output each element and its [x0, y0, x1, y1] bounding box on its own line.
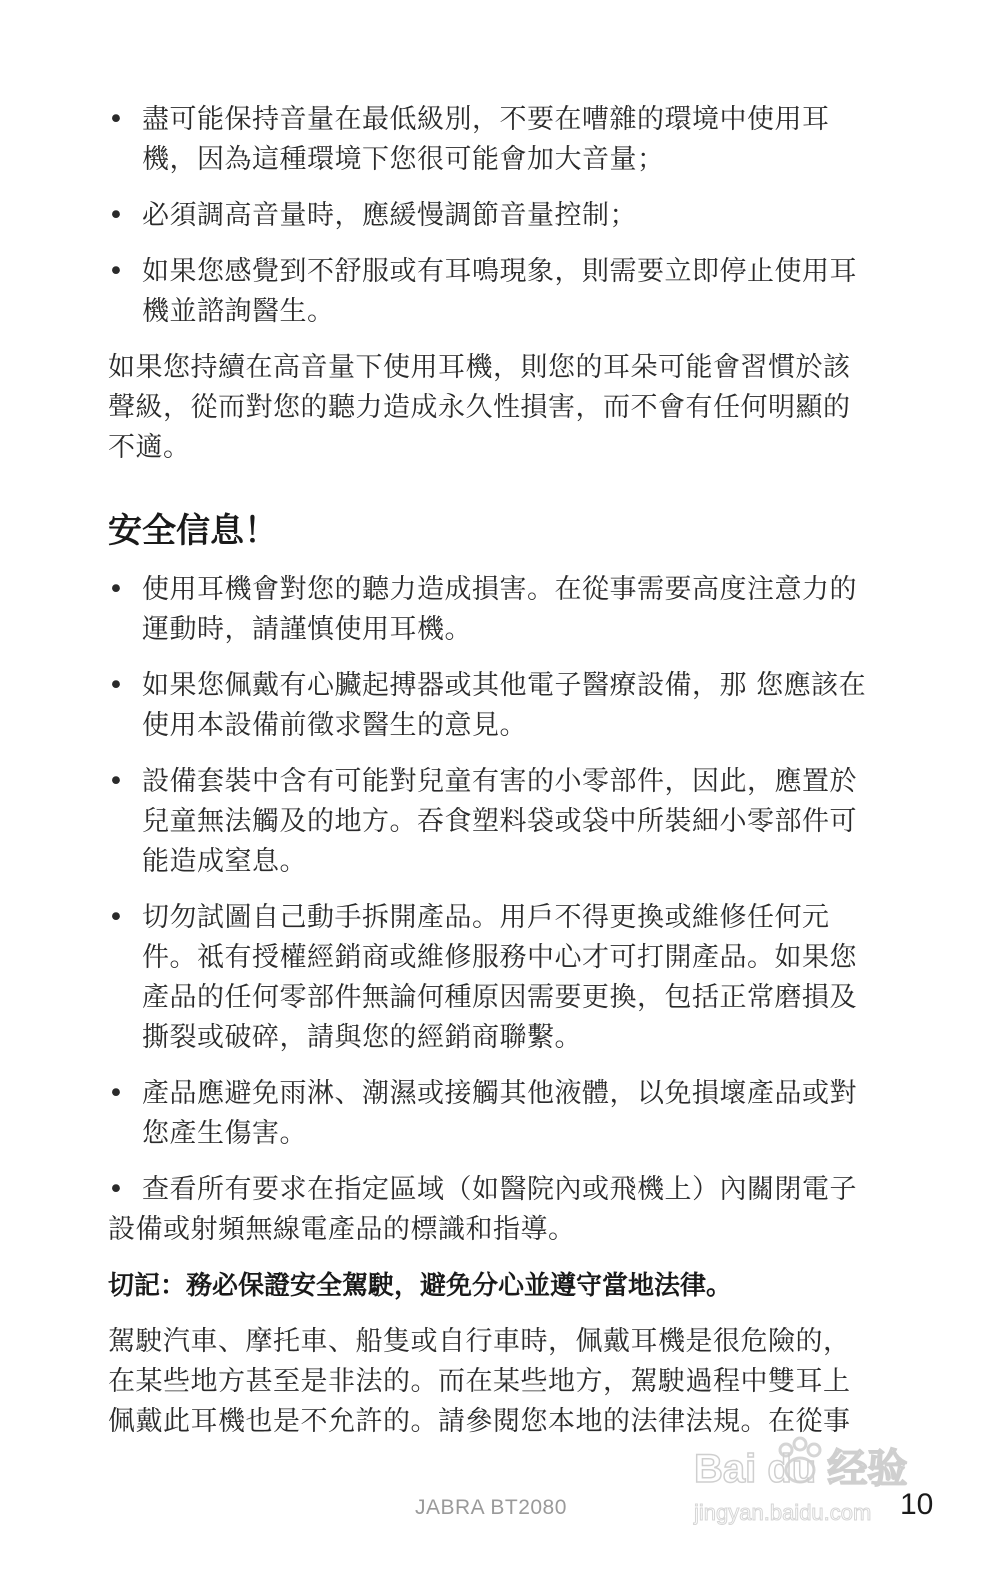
bullet-marker: • — [108, 574, 125, 605]
document-page — [108, 100, 870, 1458]
bullet-marker: • — [108, 1174, 125, 1205]
list-item — [108, 100, 870, 180]
inline-list-item — [108, 1170, 870, 1250]
bullet-marker: • — [108, 766, 125, 797]
list-item — [108, 252, 870, 332]
bullet-marker: • — [108, 670, 125, 701]
list-item-text: 如果您感覺到不舒服或有耳鳴現象，則需要立即停止使用耳機並諮詢醫生。 — [142, 256, 857, 327]
list-item-text: 產品應避免雨淋、潮濕或接觸其他液體，以免損壞產品或對您產生傷害。 — [142, 1078, 857, 1149]
list-item — [108, 1074, 870, 1154]
page-number: 10 — [900, 1488, 934, 1521]
bullet-marker: • — [108, 1078, 125, 1109]
baidu-watermark-logo — [690, 1420, 920, 1530]
list-item-text: 使用耳機會對您的聽力造成損害。在從事需要高度注意力的運動時，請謹慎使用耳機。 — [142, 574, 857, 645]
bullet-marker: • — [108, 104, 125, 135]
driving-note: 切記：務必保證安全駕駛，避免分心並遵守當地法律。 — [108, 1271, 733, 1301]
list-item-text: 如果您佩戴有心臟起搏器或其他電子醫療設備，那 您應該在使用本設備前徵求醫生的意見。 — [142, 670, 867, 741]
footer-product-name: JABRA BT2080 — [415, 1496, 567, 1519]
bullet-marker: • — [108, 902, 125, 933]
list-item — [108, 898, 870, 1058]
hearing-paragraph: 如果您持續在高音量下使用耳機，則您的耳朵可能會習慣於該聲級，從而對您的聽力造成永久性損害，而不會有任何明顯的不適。 — [108, 352, 851, 463]
watermark-url: jingyan.baidu.com — [694, 1500, 872, 1525]
section-heading: 安全信息！ — [108, 511, 278, 551]
list-item-text: 設備套裝中含有可能對兒童有害的小零部件，因此，應置於兒童無法觸及的地方。吞食塑料袋或袋中所裝細小零部件可能造成窒息。 — [142, 766, 857, 877]
bullet-marker: • — [108, 200, 125, 231]
driving-paragraph: 駕駛汽車、摩托車、船隻或自行車時，佩戴耳機是很危險的，在某些地方甚至是非法的。而在某些地方，駕駛過程中雙耳上佩戴此耳機也是不允許的。請參閱您本地的法律法規。在從事 — [108, 1326, 851, 1437]
list-item — [108, 196, 870, 236]
list-item — [108, 762, 870, 882]
list-item — [108, 570, 870, 650]
bullet-marker: • — [108, 256, 125, 287]
list-item-text: 盡可能保持音量在最低級別，不要在嘈雜的環境中使用耳機，因為這種環境下您很可能會加大音量； — [142, 104, 830, 175]
list-item-text: 切勿試圖自己動手拆開產品。用戶不得更換或維修任何元件。祗有授權經銷商或維修服務中心才可打開產品。如果您產品的任何零部件無論何種原因需要更換，包括正常磨損及撕裂或破碎，請與您的經銷商聯繫。 — [142, 902, 857, 1053]
list-item-text: 必須調高音量時，應緩慢調節音量控制； — [142, 200, 637, 231]
list-item — [108, 666, 870, 746]
watermark-brand: Bai du 经验 — [694, 1447, 908, 1491]
list-item-text: 查看所有要求在指定區域（如醫院內或飛機上）內關閉電子設備或射頻無線電產品的標識和指導。 — [108, 1174, 857, 1245]
